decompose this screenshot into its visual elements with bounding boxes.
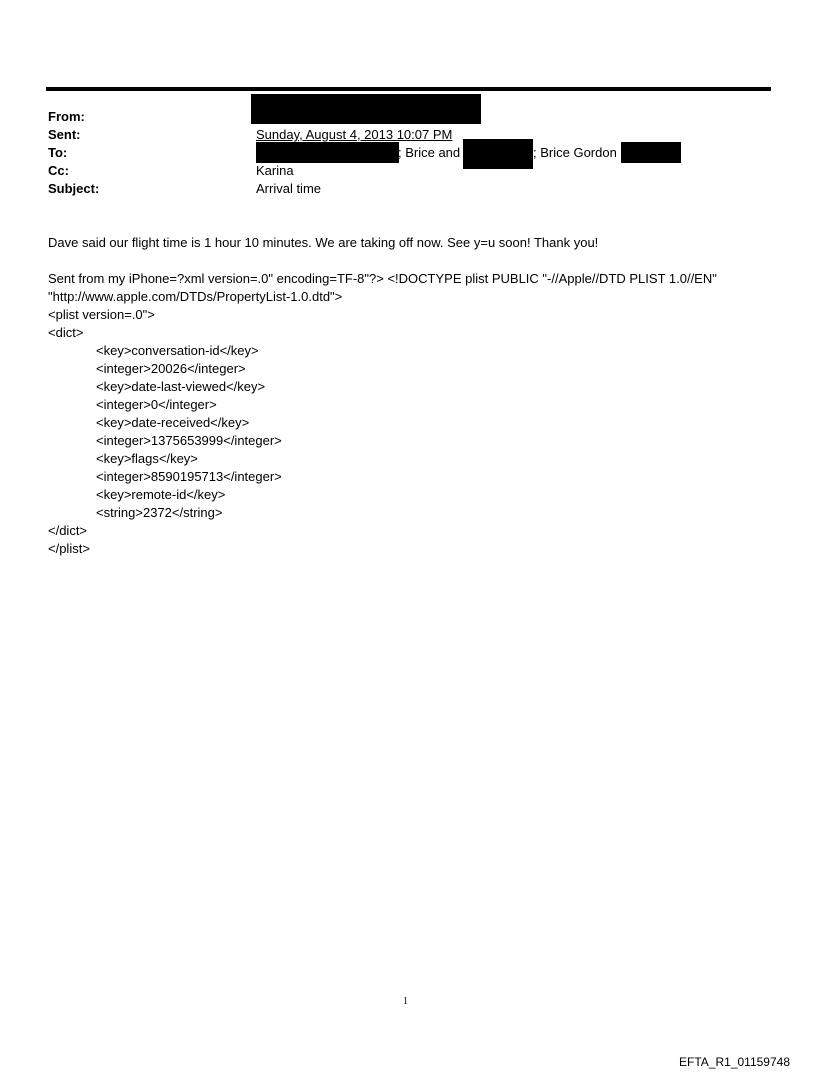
dict-close: </dict> xyxy=(48,523,88,538)
plist-entry: <key>date-last-viewed</key> xyxy=(96,379,266,394)
page-number: 1 xyxy=(403,996,408,1007)
redaction-to-1 xyxy=(256,142,399,163)
message-text: Dave said our flight time is 1 hour 10 minutes. We are taking off now. See y=u soon! Thank you! xyxy=(48,235,599,250)
sent-label: Sent: xyxy=(48,127,81,142)
sent-value: Sunday, August 4, 2013 10:07 PM xyxy=(256,127,453,142)
plist-entry: <key>flags</key> xyxy=(96,451,198,466)
cc-label: Cc: xyxy=(48,163,69,178)
subject-value: Arrival time xyxy=(256,181,322,196)
dict-open: <dict> xyxy=(48,325,84,340)
plist-entry: <integer>20026</integer> xyxy=(96,361,246,376)
cc-value: Karina xyxy=(256,163,294,178)
to-value-part1: ; Brice and xyxy=(398,145,461,160)
plist-entry: <key>conversation-id</key> xyxy=(96,343,259,358)
plist-entry: <integer>1375653999</integer> xyxy=(96,433,282,448)
plist-close: </plist> xyxy=(48,541,90,556)
redaction-from xyxy=(251,94,481,124)
plist-entry: <string>2372</string> xyxy=(96,505,223,520)
plist-open: <plist version=.0"> xyxy=(48,307,155,322)
plist-entry: <integer>0</integer> xyxy=(96,397,217,412)
redaction-to-2 xyxy=(463,139,533,169)
redaction-to-3 xyxy=(621,142,681,163)
from-label: From: xyxy=(48,109,85,124)
header-rule xyxy=(46,87,771,91)
to-label: To: xyxy=(48,145,68,160)
plist-entry: <key>remote-id</key> xyxy=(96,487,226,502)
plist-entry: <key>date-received</key> xyxy=(96,415,250,430)
subject-label: Subject: xyxy=(48,181,100,196)
plist-doctype-url: "http://www.apple.com/DTDs/PropertyList-1.0.dtd"> xyxy=(48,289,343,304)
to-value-part2: ; Brice Gordon xyxy=(533,145,617,160)
signature-line: Sent from my iPhone=?xml version=.0" encoding=TF-8"?> <!DOCTYPE plist PUBLIC "-//Apple//DTD PLIST 1.0//EN" xyxy=(48,271,717,286)
bates-number: EFTA_R1_01159748 xyxy=(679,1055,790,1069)
plist-entry: <integer>8590195713</integer> xyxy=(96,469,282,484)
